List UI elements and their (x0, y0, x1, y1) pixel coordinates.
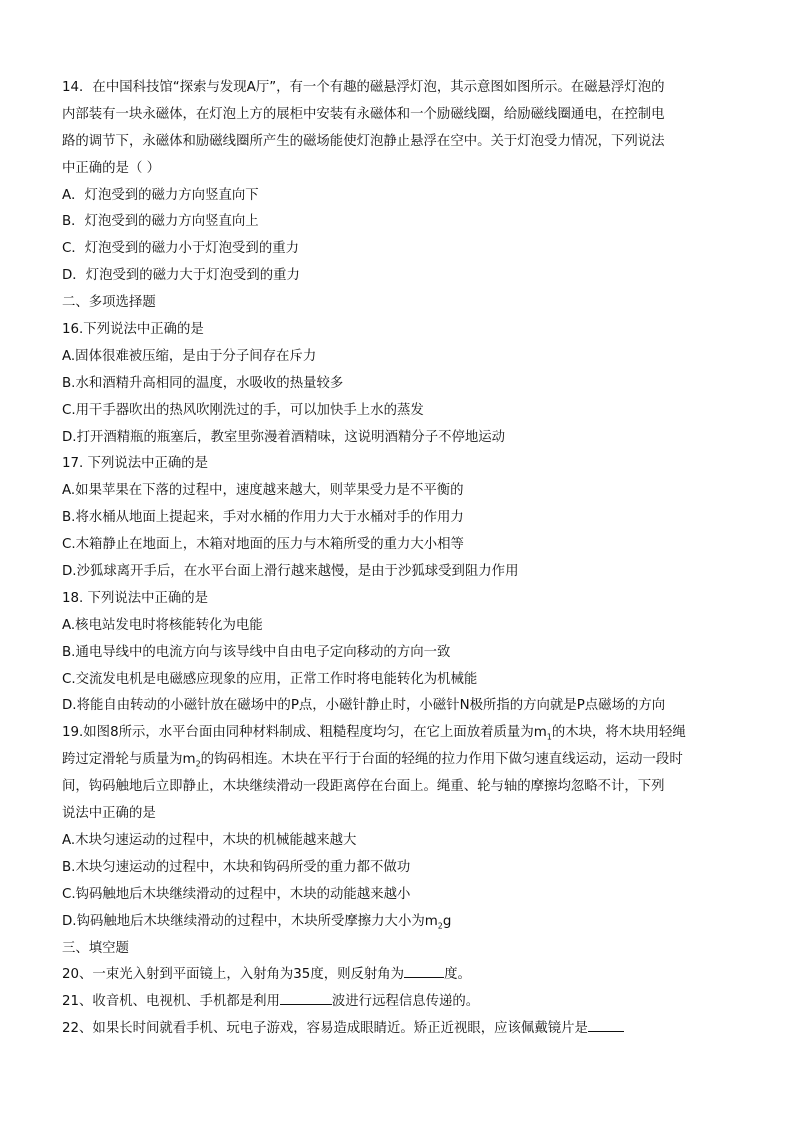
q14-option-c: C．灯泡受到的磁力小于灯泡受到的重力 (62, 241, 299, 257)
q21-answer-blank[interactable] (280, 989, 332, 1005)
q19-subscript: 2 (437, 921, 443, 931)
q17-stem: 17. 下列说法中正确的是 (62, 456, 209, 472)
q14-stem-line: 内部装有一块永磁体，在灯泡上方的展柜中安装有永磁体和一个励磁线圈，给励磁线圈通电，在控制电 (62, 106, 665, 122)
q19-stem-line: 间，钩码触地后立即静止，木块继续滑动一段距离停在台面上。绳重、轮与轴的摩擦均忽略不计，下列 (62, 779, 665, 795)
q20-text: 20、一束光入射到平面镜上，入射角为35度，则反射角为 (62, 967, 405, 983)
q18-stem: 18. 下列说法中正确的是 (62, 590, 209, 606)
q19-stem-line (62, 720, 732, 747)
question-17 (62, 451, 732, 585)
q21-text: 波进行远程信息传递的。 (331, 994, 480, 1010)
q17-option-d: D.沙狐球离开手后，在水平台面上滑行越来越慢，是由于沙狐球受到阻力作用 (62, 564, 519, 580)
q18-option-a: A.核电站发电时将核能转化为电能 (62, 617, 263, 633)
q16-option-c: C.用干手器吹出的热风吹刚洗过的手，可以加快手上水的蒸发 (62, 402, 424, 418)
q14-stem-line: 14．在中国科技馆“探索与发现A厅”，有一个有趣的磁悬浮灯泡，其示意图如图所示。在磁悬浮灯泡的 (62, 80, 665, 95)
question-16 (62, 317, 732, 451)
question-22 (62, 1016, 732, 1043)
section-title-fill-in: 三、填空题 (62, 940, 129, 956)
question-19 (62, 720, 732, 935)
q19-text: D.钩码触地后木块继续滑动的过程中，木块所受摩擦力大小为m (62, 913, 438, 929)
q14-option-d: D．灯泡受到的磁力大于灯泡受到的重力 (62, 268, 300, 284)
exam-content (62, 75, 732, 1043)
q14-stem-line: 路的调节下，永磁体和励磁线圈所产生的磁场能使灯泡静止悬浮在空中。关于灯泡受力情况，下列说法 (62, 133, 665, 149)
q19-text: 跨过定滑轮与质量为m (62, 752, 196, 768)
question-20 (62, 962, 732, 989)
q19-text: 的木块，将木块用轻绳 (551, 725, 686, 741)
q19-option-a: A.木块匀速运动的过程中，木块的机械能越来越大 (62, 832, 357, 848)
q22-answer-blank[interactable] (588, 1016, 624, 1032)
q19-text: g (442, 913, 452, 929)
q19-subscript: 2 (195, 759, 201, 769)
q18-option-b: B.通电导线中的电流方向与该导线中自由电子定向移动的方向一致 (62, 644, 451, 660)
q19-subscript: 1 (546, 733, 552, 743)
q22-text: 22、如果长时间就看手机、玩电子游戏，容易造成眼睛近。矫正近视眼，应该佩戴镜片是 (62, 1021, 588, 1037)
q17-option-b: B.将水桶从地面上提起来，手对水桶的作用力大于水桶对手的作用力 (62, 510, 464, 526)
q18-option-c: C.交流发电机是电磁感应现象的应用，正常工作时将电能转化为机械能 (62, 671, 478, 687)
q20-answer-blank[interactable] (404, 962, 444, 978)
q16-option-b: B.水和酒精升高相同的温度，水吸收的热量较多 (62, 375, 344, 391)
q19-text: 19.如图8所示，水平台面由同种材料制成、粗糙程度均匀，在它上面放着质量为m (62, 725, 547, 741)
q19-option-c: C.钩码触地后木块继续滑动的过程中，木块的动能越来越小 (62, 886, 411, 902)
q17-option-a: A.如果苹果在下落的过程中，速度越来越大，则苹果受力是不平衡的 (62, 483, 464, 499)
q16-option-d: D.打开酒精瓶的瓶塞后，教室里弥漫着酒精味，这说明酒精分子不停地运动 (62, 429, 506, 445)
q16-stem: 16.下列说法中正确的是 (62, 322, 204, 338)
question-18 (62, 586, 732, 720)
question-21 (62, 989, 732, 1016)
q19-text: 的钩码相连。木块在平行于台面的轻绳的拉力作用下做匀速直线运动，运动一段时 (200, 752, 683, 768)
q19-stem-line: 说法中正确的是 (62, 806, 156, 822)
q14-option-a: A．灯泡受到的磁力方向竖直向下 (62, 187, 259, 203)
q19-option-b: B.木块匀速运动的过程中，木块和钩码所受的重力都不做功 (62, 859, 411, 875)
q19-option-d (62, 909, 732, 936)
q14-option-b: B．灯泡受到的磁力方向竖直向上 (62, 214, 259, 230)
q20-text: 度。 (444, 967, 471, 983)
q21-text: 21、收音机、电视机、手机都是利用 (62, 994, 280, 1010)
question-14 (62, 75, 732, 290)
section-title-multiple-choice: 二、多项选择题 (62, 295, 156, 311)
q17-option-c: C.木箱静止在地面上，木箱对地面的压力与木箱所受的重力大小相等 (62, 537, 464, 553)
q14-stem-line: 中正确的是（ ） (62, 160, 160, 176)
q19-stem-line (62, 747, 732, 774)
q16-option-a: A.固体很难被压缩，是由于分子间存在斥力 (62, 348, 317, 364)
q18-option-d: D.将能自由转动的小磁针放在磁场中的P点，小磁针静止时，小磁针N极所指的方向就是P点磁场的方向 (62, 698, 666, 714)
